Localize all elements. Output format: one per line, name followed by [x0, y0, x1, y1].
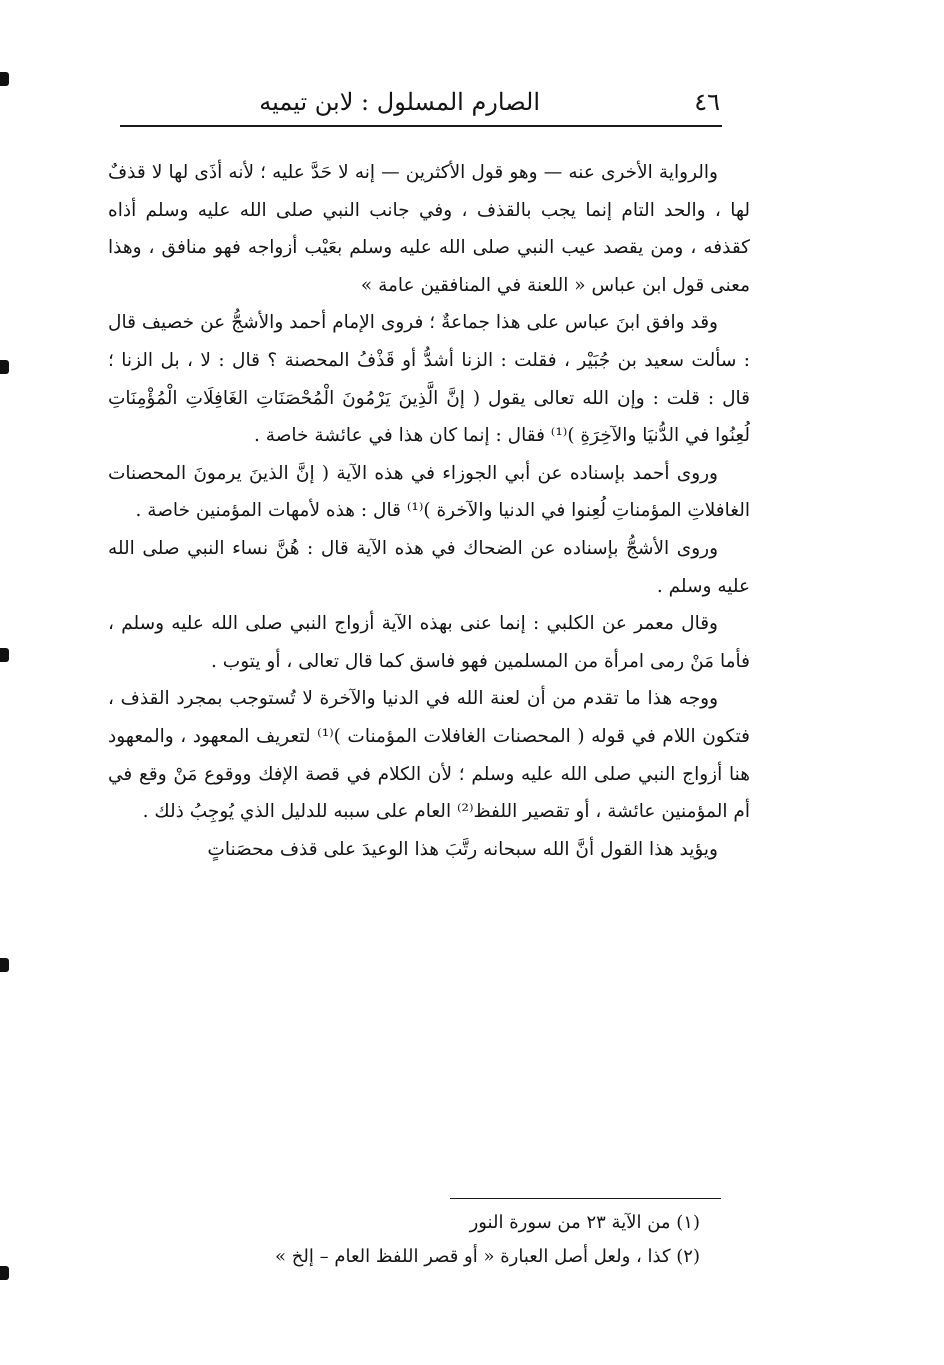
paragraph: ويؤيد هذا القول أنَّ الله سبحانه رتَّبَ هذا الوعيدَ على قذف محصَناتٍ	[207, 838, 718, 860]
main-text	[108, 154, 750, 868]
footnote: (٢) كذا ، ولعل أصل العبارة « أو قصر اللفظ العام – إلخ »	[275, 1246, 700, 1267]
scan-edge-mark	[0, 1266, 9, 1280]
footnote: (١) من الآية ٢٣ من سورة النور	[469, 1212, 700, 1233]
scan-edge-mark	[0, 72, 9, 86]
paragraph: والرواية الأخرى عنه — وهو قول الأكثرين — إنه لا حَدَّ عليه ؛ لأنه أذَى لها لا قذفٌ لها ، والحد التام إنما يجب بالقذف ، وفي جانب النبي صلى الله عليه وسلم أذاه كقذفه ، ومن يقصد عيب النبي صلى الله عليه وسلم بعَيْب أزواجه فهو منافق ، وهذا معنى قول ابن عباس « اللعنة في المنافقين عامة »	[108, 162, 750, 296]
scan-edge-mark	[0, 360, 9, 374]
scan-edge-mark	[0, 958, 9, 972]
paragraph: وقال معمر عن الكلبي : إنما عنى بهذه الآية أزواج النبي صلى الله عليه وسلم ، فأما مَنْ رمى امرأة من المسلمين فهو فاسق كما قال تعالى ، أو يتوب .	[108, 613, 750, 672]
paragraph: وروى أحمد بإسناده عن أبي الجوزاء في هذه الآية ( إنَّ الذينَ يرمونَ المحصنات الغافلاتِ المؤمناتِ لُعِنوا في الدنيا والآخرة )⁽¹⁾ قال : هذه لأمهات المؤمنين خاصة .	[108, 462, 750, 522]
running-title: الصارم المسلول : لابن تيميه	[259, 88, 540, 116]
page-number: ٤٦	[694, 88, 720, 116]
running-header	[120, 86, 720, 126]
footnote-rule	[450, 1198, 721, 1199]
header-rule	[120, 125, 722, 127]
scan-edge-mark	[0, 648, 9, 662]
paragraph: وقد وافق ابنَ عباس على هذا جماعةٌ ؛ فروى الإمام أحمد والأشجُّ عن خصيف قال : سألت سعيد بن جُبَيْر ، فقلت : الزنا أشدُّ أو قَذْفُ المحصنة ؟ قال : لا ، بل الزنا ؛ قال : قلت : وإن الله تعالى يقول ( إنَّ الَّذِينَ يَرْمُونَ الْمُحْصَنَاتِ الغَافِلَاتِ الْمُؤْمِنَاتِ لُعِنُوا في الدُّنيَا والآخِرَةِ )⁽¹⁾ فقال : إنما كان هذا في عائشة خاصة .	[108, 312, 750, 447]
paragraph: وروى الأشجُّ بإسناده عن الضحاك في هذه الآية قال : هُنَّ نساء النبي صلى الله عليه وسلم .	[108, 537, 750, 597]
paragraph: ووجه هذا ما تقدم من أن لعنة الله في الدنيا والآخرة لا تُستوجب بمجرد القذف ، فتكون اللام في قوله ( المحصنات الغافلات المؤمنات )⁽¹⁾ لتعريف المعهود ، والمعهود هنا أزواج النبي صلى الله عليه وسلم ؛ لأن الكلام في قصة الإفك ووقوع مَنْ وقع في أم المؤمنين عائشة ، أو تقصير اللفظ⁽²⁾ العام على سببه للدليل الذي يُوجِبُ ذلك .	[108, 688, 750, 823]
footnotes	[160, 1206, 700, 1274]
